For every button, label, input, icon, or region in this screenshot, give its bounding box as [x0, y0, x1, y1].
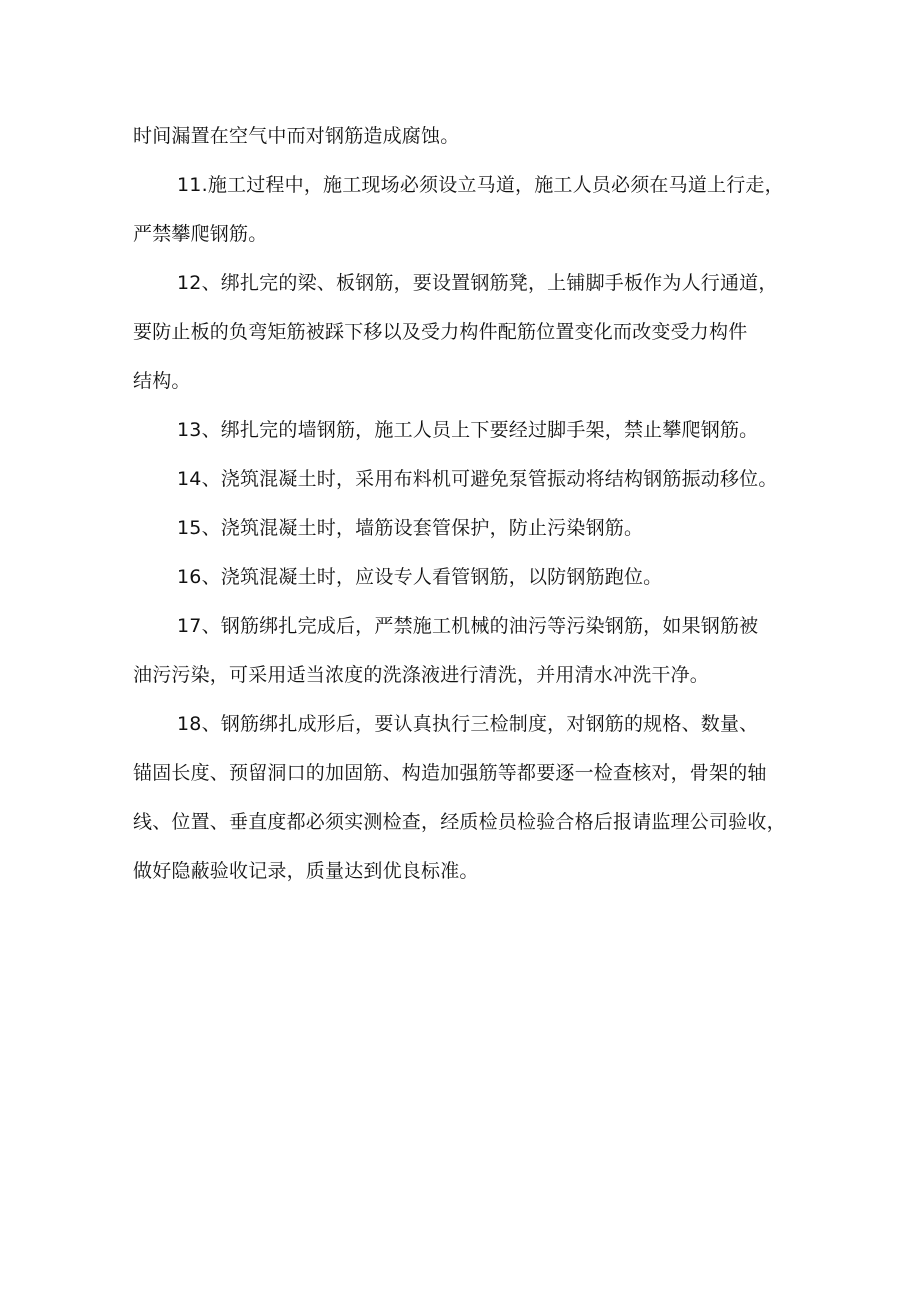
paragraph-line: 锚固长度、预留洞口的加固筋、构造加强筋等都要逐一检查核对，骨架的轴 [133, 762, 767, 784]
paragraph-line: 16、浇筑混凝土时，应设专人看管钢筋，以防钢筋跑位。 [177, 566, 663, 588]
paragraph-line: 11.施工过程中，施工现场必须设立马道，施工人员必须在马道上行走， [177, 174, 784, 196]
paragraph-line: 15、浇筑混凝土时，墙筋设套管保护，防止污染钢筋。 [177, 517, 644, 539]
paragraph-line: 严禁攀爬钢筋。 [133, 223, 268, 245]
paragraph-line: 结构。 [133, 370, 191, 392]
paragraph-line: 12、绑扎完的梁、板钢筋，要设置钢筋凳，上铺脚手板作为人行通道， [177, 272, 778, 294]
paragraph-line: 油污污染，可采用适当浓度的洗涤液进行清洗，并用清水冲洗干净。 [133, 664, 710, 686]
paragraph-line: 14、浇筑混凝土时，采用布料机可避免泵管振动将结构钢筋振动移位。 [177, 468, 778, 490]
document-body [133, 112, 793, 896]
paragraph-line: 线、位置、垂直度都必须实测检查，经质检员检验合格后报请监理公司验收， [133, 811, 786, 833]
paragraph-line: 17、钢筋绑扎完成后，严禁施工机械的油污等污染钢筋，如果钢筋被 [177, 615, 759, 637]
paragraph-line: 要防止板的负弯矩筋被踩下移以及受力构件配筋位置变化而改变受力构件 [133, 321, 748, 343]
paragraph-line: 时间漏置在空气中而对钢筋造成腐蚀。 [133, 125, 460, 147]
paragraph-line: 做好隐蔽验收记录，质量达到优良标准。 [133, 860, 479, 882]
paragraph-line: 18、钢筋绑扎成形后，要认真执行三检制度，对钢筋的规格、数量、 [177, 713, 759, 735]
paragraph-line: 13、绑扎完的墙钢筋，施工人员上下要经过脚手架，禁止攀爬钢筋。 [177, 419, 759, 441]
